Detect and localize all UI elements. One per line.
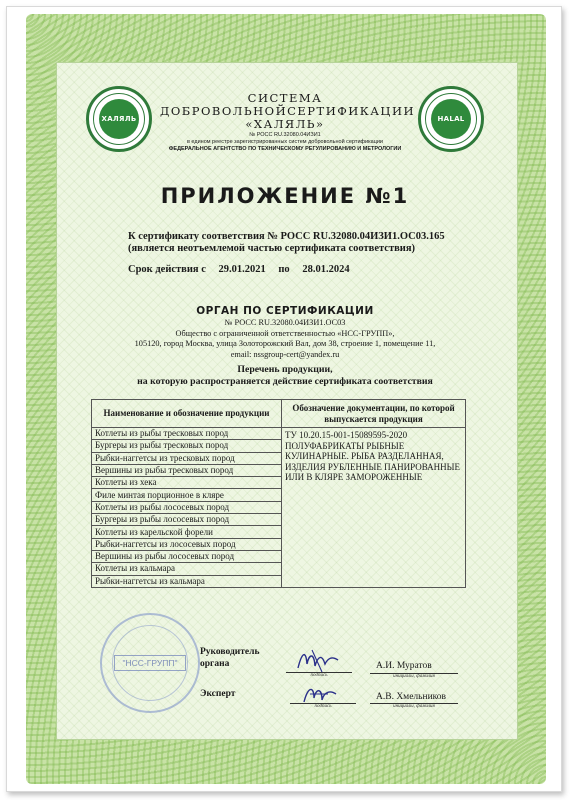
table-row — [92, 428, 466, 440]
product-name-cell: Котлеты из карельской форели — [92, 526, 282, 538]
valid-to-date: 28.01.2024 — [302, 264, 350, 275]
system-title-line1: СИСТЕМА — [247, 91, 323, 105]
halal-logo-right — [418, 86, 484, 152]
head-label-line2: органа — [200, 659, 230, 669]
expert-name-caption: инициалы, фамилия — [393, 704, 435, 709]
expert-name: А.В. Хмельников — [376, 692, 447, 702]
product-list-title-line1: Перечень продукции, — [237, 364, 333, 375]
organ-number: № РОСС RU.32080.04ИЗИ1.ОС03 — [224, 318, 346, 327]
product-list-title — [94, 364, 476, 387]
product-name-cell: Бургеры из рыбы тресковых пород — [92, 440, 282, 452]
product-name-cell: Рыбки-наггетсы из тресковых пород — [92, 452, 282, 464]
registry-agency: ФЕДЕРАЛЬНОЕ АГЕНТСТВО ПО ТЕХНИЧЕСКОМУ РЕГУЛИРОВАНИЮ И МЕТРОЛОГИИ — [168, 146, 402, 152]
head-signature-caption: подпись — [310, 673, 328, 678]
organ-email: email: nssgroup-cert@yandex.ru — [230, 349, 340, 359]
product-name-cell: Рыбки-наггетсы из кальмара — [92, 575, 282, 587]
organ-name: Общество с ограниченной ответственностью «НСС-ГРУПП», — [175, 328, 395, 338]
certificate-reference — [128, 231, 458, 255]
product-name-cell: Вершины из рыбы тресковых пород — [92, 464, 282, 476]
product-name-cell: Котлеты из рыбы лососевых пород — [92, 501, 282, 513]
system-title-line3: «ХАЛЯЛЬ» — [245, 117, 325, 131]
halal-logo-right-text: HALAL — [431, 99, 471, 139]
validity-label: Срок действия с — [128, 264, 206, 275]
product-table — [91, 399, 466, 588]
head-name: А.И. Муратов — [376, 661, 432, 671]
expert-label: Эксперт — [200, 689, 236, 699]
product-list-title-line2: на которую распространяется действие сертификата соответствия — [137, 375, 433, 387]
product-name-cell: Котлеты из рыбы тресковых пород — [92, 428, 282, 440]
product-name-cell: Филе минтая порционное в кляре — [92, 489, 282, 501]
system-title-line2: ДОБРОВОЛЬНОЙСЕРТИФИКАЦИИ — [160, 104, 416, 118]
validity-to-label: по — [278, 264, 290, 275]
head-label — [200, 646, 259, 670]
documentation-cell: ТУ 10.20.15-001-15089595-2020 ПОЛУФАБРИКАТЫ РЫБНЫЕ КУЛИНАРНЫЕ. РЫБА РАЗДЕЛАННАЯ, ИЗДЕЛИЯ РУБЛЕННЫЕ ПАНИРОВАННЫЕ ИЛИ В КЛЯРЕ ЗАМОРОЖЕННЫЕ — [282, 428, 466, 588]
certificate-number: К сертификату соответствия № РОСС RU.32080.04ИЗИ1.ОС03.165 — [128, 231, 445, 242]
head-signature — [292, 646, 342, 674]
table-header-row — [92, 400, 466, 428]
organization-stamp — [100, 613, 200, 713]
registry-number: № РОСС RU.32080.04ИЗИ1 — [249, 132, 321, 138]
page-title: ПРИЛОЖЕНИЕ №1 — [160, 184, 410, 208]
organ-title: ОРГАН ПО СЕРТИФИКАЦИИ — [196, 305, 374, 317]
registry-info — [160, 132, 410, 153]
product-name-cell: Котлеты из хека — [92, 477, 282, 489]
valid-from-date: 29.01.2021 — [218, 264, 266, 275]
certificate-note: (является неотъемлемой частью сертификата соответствия) — [128, 243, 416, 254]
product-table-body — [92, 428, 466, 588]
product-name-header: Наименование и обозначение продукции — [92, 400, 282, 428]
stamp-label: "НСС-ГРУПП" — [114, 655, 186, 671]
organ-info — [94, 318, 476, 360]
head-name-caption: инициалы, фамилия — [393, 674, 435, 679]
halal-logo-left-text: ХАЛЯЛЬ — [99, 99, 139, 139]
product-name-cell: Рыбки-наггетсы из лососевых пород — [92, 538, 282, 550]
halal-logo-left — [86, 86, 152, 152]
system-title — [160, 91, 416, 131]
head-label-line1: Руководитель — [200, 647, 260, 657]
validity-period — [128, 264, 458, 275]
product-name-cell: Бургеры из рыбы лососевых пород — [92, 514, 282, 526]
organ-address: 105120, город Москва, улица Золоторожский Вал, дом 38, строение 1, помещение 11, — [134, 339, 436, 348]
documentation-header: Обозначение документации, по которой выпускается продукция — [282, 400, 466, 428]
expert-signature-caption: подпись — [314, 704, 332, 709]
registry-line1: в едином реестре зарегистрированных систем добровольной сертификации — [186, 139, 383, 145]
product-name-cell: Котлеты из кальмара — [92, 563, 282, 575]
product-name-cell: Вершины из рыбы лососевых пород — [92, 550, 282, 562]
